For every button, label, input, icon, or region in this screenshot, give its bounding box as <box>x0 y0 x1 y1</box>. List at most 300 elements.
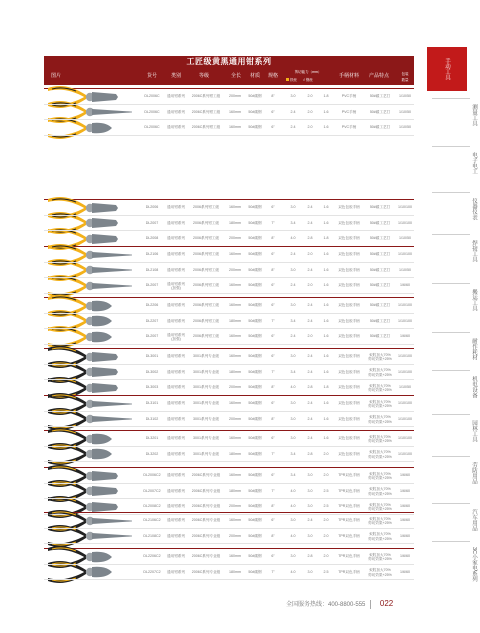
product-group <box>44 512 414 543</box>
cell-handle: TPR双色手柄 <box>338 488 360 493</box>
cell-feature: 蚁腔加大70% 剪切效果+25% <box>368 415 392 424</box>
cell-c2: 2.0 <box>307 125 313 129</box>
side-tab-divider <box>432 192 470 193</box>
side-tab-divider <box>432 332 470 333</box>
page-number: 022 <box>379 599 394 608</box>
cell-code: DL2007 <box>145 283 159 287</box>
cell-handle: 双色包胶手柄 <box>338 416 360 421</box>
cell-mat: 50#碳钢 <box>248 220 262 225</box>
cell-code: DL2108C2 <box>143 533 161 538</box>
cell-handle: 双色包胶手柄 <box>338 436 360 440</box>
cell-spec: 8" <box>271 236 275 240</box>
cell-spec: 6" <box>271 401 275 405</box>
cell-c2: 2.4 <box>307 220 313 225</box>
side-tab-divider <box>432 370 470 371</box>
cell-mat: 50#碳钢 <box>248 303 262 307</box>
cell-code: DL2008C2 <box>143 504 161 508</box>
cell-spec: 6" <box>271 354 275 358</box>
cell-feature: 50#碳工艺打 <box>369 283 391 287</box>
side-tab-divider <box>432 283 470 284</box>
cell-code: DL2106 <box>145 252 159 256</box>
cell-cat: 通用钳系列 <box>167 369 185 374</box>
table-row <box>44 431 414 447</box>
cell-c3: 2.0 <box>323 451 329 456</box>
cell-c3: 2.5 <box>323 569 329 574</box>
cell-cat: 通用钳系列 (加强) <box>167 332 185 341</box>
cell-grade: 2006C系列专业级 <box>191 569 221 574</box>
cell-c3: 1.6 <box>323 267 329 272</box>
cell-c3: 1.6 <box>323 318 329 323</box>
header-pack-b: 数量 <box>401 78 409 82</box>
cell-grade: 3001系列专业级 <box>193 354 219 358</box>
cell-c1: 3.4 <box>290 318 296 323</box>
cell-c1: 3.4 <box>290 220 296 225</box>
cell-code: DL3202 <box>145 451 159 456</box>
cell-len: 200mm <box>229 416 241 421</box>
header-category: 类别 <box>170 73 181 79</box>
cell-code: DL2207 <box>145 318 159 323</box>
side-tab[interactable]: 耐作耗材 <box>471 338 477 360</box>
cell-code: DL2108 <box>145 267 159 272</box>
cell-pack: 1/10/100 <box>398 205 412 209</box>
side-tab[interactable]: 电子电工 <box>471 152 477 174</box>
cell-pack: 1/10/100 <box>398 354 412 358</box>
cell-handle: 双色包胶手柄 <box>338 354 360 358</box>
cell-grade: 2006系列钳工级 <box>193 303 219 307</box>
header-cut-c <box>320 76 334 84</box>
cell-cat: 通用钳系列 <box>167 473 185 477</box>
cell-cat: 通用钳系列 <box>167 569 185 574</box>
cell-feature: 蚁腔加大70% 剪切效果+25% <box>368 450 392 459</box>
cell-cat: 通用钳系列 <box>167 303 185 307</box>
cell-pack: 1/6/60 <box>400 473 410 477</box>
cell-cat: 通用钳系列 <box>167 236 185 240</box>
product-group <box>44 297 414 344</box>
cell-handle: PVC手柄 <box>341 125 357 129</box>
table-row <box>44 298 414 314</box>
cell-pack: 1/10/50 <box>399 236 411 240</box>
cell-pack: 1/10/100 <box>398 220 412 225</box>
cell-c2: 2.4 <box>307 518 313 522</box>
cell-pack: 1/10/100 <box>398 369 412 374</box>
cell-c1: 3.0 <box>290 416 296 421</box>
side-tab[interactable]: 园林工具 <box>471 420 477 442</box>
cell-pack: 1/10/100 <box>398 303 412 307</box>
cell-feature: 蚁腔加大70% 剪切效果+25% <box>368 383 392 392</box>
cell-handle: 双色包胶手柄 <box>338 252 360 256</box>
cell-handle: TPR双色手柄 <box>338 518 360 522</box>
cell-len: 200mm <box>229 504 241 508</box>
cell-cat: 通用钳系列 <box>167 436 185 440</box>
product-group <box>44 88 414 135</box>
table-row <box>44 263 414 279</box>
cell-c1: 4.0 <box>290 385 296 389</box>
header-cut-a: 铁丝 <box>286 76 302 84</box>
cell-handle: 双色包胶手柄 <box>338 385 360 389</box>
product-group <box>44 246 414 293</box>
cell-mat: 50#碳钢 <box>248 436 262 440</box>
cell-len: 180mm <box>229 220 241 225</box>
cell-len: 200mm <box>229 236 241 240</box>
header-image: 图片 <box>50 73 61 79</box>
header-spec: 规格 <box>267 73 278 79</box>
cell-pack: 1/10/50 <box>399 267 411 272</box>
cell-c1: 3.0 <box>290 205 296 209</box>
cell-handle: 双色包胶手柄 <box>338 401 360 405</box>
cell-len: 180mm <box>229 569 241 574</box>
cell-len: 160mm <box>229 303 241 307</box>
cell-spec: 6" <box>271 252 275 256</box>
cell-grade: 2006系列钳工级 <box>193 334 219 338</box>
cell-mat: 50#碳钢 <box>248 236 262 240</box>
side-tab[interactable]: 仪器仪表 <box>471 198 477 220</box>
cell-len: 160mm <box>229 518 241 522</box>
cell-code: DL2006C <box>144 125 160 129</box>
cell-spec: 8" <box>271 94 275 98</box>
cell-feature: 蚁腔加大70% 剪切效果+25% <box>368 352 392 361</box>
cell-feature: 50#碳工艺打 <box>369 318 391 323</box>
cell-handle: PVC手柄 <box>341 109 357 114</box>
cell-pack: 1/6/60 <box>400 504 410 508</box>
cell-code: DL2006C <box>144 109 160 114</box>
cell-feature: 蚁腔加大70% 剪切效果+25% <box>368 487 392 496</box>
cell-pack: 1/10/100 <box>398 252 412 256</box>
cell-spec: 7" <box>271 369 275 374</box>
cell-mat: 50#碳钢 <box>248 334 262 338</box>
side-tab-divider <box>432 456 470 457</box>
cell-len: 180mm <box>229 369 241 374</box>
cell-feature: 蚁腔加大70% 剪切效果+25% <box>368 502 392 511</box>
cell-spec: 8" <box>271 385 275 389</box>
cell-pack: 1/10/50 <box>399 385 411 389</box>
cell-c2: 2.8 <box>307 554 313 558</box>
cell-code: DL2007 <box>145 220 159 225</box>
table-row <box>44 247 414 263</box>
cell-pack: 1/10/50 <box>399 94 411 98</box>
cell-handle: TPR双色手柄 <box>338 533 360 538</box>
table-row <box>44 349 414 365</box>
cell-feature: 蚁腔加大70% 剪切效果+25% <box>368 552 392 561</box>
cell-c3: 1.6 <box>323 220 329 225</box>
cell-len: 160mm <box>229 205 241 209</box>
cell-code: DL3001 <box>145 354 159 358</box>
side-tab[interactable]: 机电设备 <box>471 376 477 398</box>
cell-feature: 50#碳工艺打 <box>369 267 391 272</box>
cell-c2: 2.4 <box>307 416 313 421</box>
cell-c3: 2.5 <box>323 488 329 493</box>
cell-c3: 1.6 <box>323 205 329 209</box>
header-material: 材质 <box>249 73 260 79</box>
table-row <box>44 89 414 105</box>
cell-pack: 1/6/60 <box>400 554 410 558</box>
service-hotline: 全国服务热线：400-8800-555 <box>286 602 366 608</box>
cell-mat: 50#碳钢 <box>248 283 262 287</box>
cell-spec: 6" <box>271 283 275 287</box>
cell-mat: 50#碳钢 <box>248 488 262 493</box>
header-pack-a: 包装 <box>401 72 409 76</box>
side-tab-divider <box>432 234 470 235</box>
side-tab[interactable]: 劳防用品 <box>471 462 477 484</box>
cell-c2: 3.0 <box>307 488 313 493</box>
cell-cat: 通用钳系列 <box>167 533 185 538</box>
cell-feature: 蚁腔加大70% 剪切效果+25% <box>368 568 392 577</box>
cell-mat: 50#碳钢 <box>248 473 262 477</box>
cell-handle: 双色包胶手柄 <box>338 236 360 240</box>
cell-mat: 50#碳钢 <box>248 109 262 114</box>
cell-c1: 2.4 <box>290 252 296 256</box>
cell-len: 160mm <box>229 109 241 114</box>
cell-grade: 2006系列钳工级 <box>193 220 219 225</box>
cell-pack: 1/6/60 <box>400 533 410 538</box>
cell-feature: 50#碳工艺打 <box>369 205 391 209</box>
cell-grade: 3001系列专业级 <box>193 436 219 440</box>
cell-mat: 50#碳钢 <box>248 354 262 358</box>
cell-mat: 50#碳钢 <box>248 94 262 98</box>
cell-grade: 2006C系列专业级 <box>191 533 221 538</box>
cell-spec: 7" <box>271 569 275 574</box>
cell-pack: 1/10/100 <box>398 318 412 323</box>
cell-code: DL2006C2 <box>143 473 161 477</box>
cell-len: 200mm <box>229 385 241 389</box>
side-tab[interactable]: 焊接工具 <box>471 240 477 262</box>
cell-len: 160mm <box>229 334 241 338</box>
cell-len: 160mm <box>229 436 241 440</box>
cell-handle: 双色包胶手柄 <box>338 318 360 323</box>
cell-len: 200mm <box>229 267 241 272</box>
cell-handle: 双色包胶手柄 <box>338 205 360 209</box>
cell-cat: 通用钳系列 <box>167 125 185 129</box>
cell-code: DL2206C2 <box>143 554 161 558</box>
table-row <box>44 468 414 484</box>
cell-cat: 通用钳系列 <box>167 385 185 389</box>
side-tab-divider <box>432 414 470 415</box>
cell-c3: 1.6 <box>323 369 329 374</box>
cell-mat: 50#碳钢 <box>248 125 262 129</box>
cell-spec: 6" <box>271 518 275 522</box>
cell-code: DL3101 <box>145 401 159 405</box>
cell-code: DL3201 <box>145 436 159 440</box>
title-bar <box>44 56 414 67</box>
side-tab-divider <box>432 503 470 504</box>
cell-len: 180mm <box>229 318 241 323</box>
side-tab[interactable]: 汽车用品 <box>471 509 477 531</box>
side-tab[interactable]: 测量工具 <box>471 104 477 126</box>
cell-c2: 2.8 <box>307 451 313 456</box>
cell-mat: 50#碳钢 <box>248 252 262 256</box>
cell-pack: 1/6/60 <box>400 334 410 338</box>
cell-cat: 通用钳系列 <box>167 518 185 522</box>
side-tab-divider <box>432 541 470 542</box>
cell-c3: 1.6 <box>323 436 329 440</box>
header-code: 货号 <box>146 73 157 79</box>
cell-code: DL2008 <box>145 236 159 240</box>
side-tab-divider <box>432 98 470 99</box>
cell-pack: 1/10/100 <box>398 451 412 456</box>
cell-feature: 蚁腔加大70% 剪切效果+25% <box>368 471 392 480</box>
cell-cat: 通用钳系列 <box>167 488 185 493</box>
cell-c1: 2.4 <box>290 125 296 129</box>
cell-len: 160mm <box>229 283 241 287</box>
cell-handle: 双色包胶手柄 <box>338 220 360 225</box>
cell-len: 200mm <box>229 533 241 538</box>
cell-spec: 6" <box>271 303 275 307</box>
cell-len: 160mm <box>229 554 241 558</box>
cell-handle: 双色包胶手柄 <box>338 283 360 287</box>
cell-c2: 2.4 <box>307 354 313 358</box>
cell-mat: 50#碳钢 <box>248 518 262 522</box>
cell-c3: 1.6 <box>323 354 329 358</box>
cell-c1: 3.0 <box>290 94 296 98</box>
cell-c2: 2.4 <box>307 318 313 323</box>
cell-c1: 3.0 <box>290 554 296 558</box>
cell-cat: 通用钳系列 <box>167 451 185 456</box>
cell-spec: 7" <box>271 451 275 456</box>
cell-mat: 50#碳钢 <box>248 569 262 574</box>
table-row <box>44 513 414 529</box>
cell-cat: 通用钳系列 <box>167 554 185 558</box>
cell-c3: 2.0 <box>323 554 329 558</box>
cell-handle: 双色包胶手柄 <box>338 334 360 338</box>
cell-handle: 双色包胶手柄 <box>338 369 360 374</box>
cell-handle: TPR双色手柄 <box>338 504 360 508</box>
product-group <box>44 199 414 246</box>
cell-code: DL3002 <box>145 369 159 374</box>
cell-handle: TPR双色手柄 <box>338 569 360 574</box>
cell-feature: 50#碳工艺打 <box>369 236 391 240</box>
cell-spec: 6" <box>271 473 275 477</box>
cell-grade: 2006系列钳工级 <box>193 205 219 209</box>
cell-c1: 4.0 <box>290 504 296 508</box>
table-row <box>44 105 414 121</box>
cell-pack: 1/10/100 <box>398 436 412 440</box>
cell-c3: 1.6 <box>323 401 329 405</box>
cell-c1: 4.0 <box>290 488 296 493</box>
side-tab[interactable]: 手动工具 <box>427 47 467 91</box>
cell-grade: 2006C系列钳工级 <box>191 125 221 129</box>
table-row <box>44 484 414 500</box>
header-feature: 产品特点 <box>368 73 389 79</box>
cell-handle: TPR双色手柄 <box>338 473 360 477</box>
table-row <box>44 447 414 463</box>
cell-feature: 50#碳工艺打 <box>369 252 391 256</box>
table-row <box>44 565 414 581</box>
cell-grade: 2006C系列钳工级 <box>191 109 221 114</box>
cell-code: DL2206 <box>145 303 159 307</box>
cell-feature: 50#碳工艺打 <box>369 303 391 307</box>
cell-c2: 2.0 <box>307 283 313 287</box>
side-tab[interactable]: 搬运工具 <box>471 289 477 311</box>
cell-mat: 50#碳钢 <box>248 205 262 209</box>
cell-mat: 50#碳钢 <box>248 385 262 389</box>
cell-feature: 50#碳工艺打 <box>369 109 391 114</box>
cell-c2: 3.0 <box>307 473 313 477</box>
cell-spec: 6" <box>271 109 275 114</box>
table-row <box>44 314 414 330</box>
cell-cat: 通用钳系列 <box>167 401 185 405</box>
cell-c3: 1.8 <box>323 385 329 389</box>
cell-feature: 50#碳工艺打 <box>369 125 391 129</box>
cell-c1: 4.0 <box>290 569 296 574</box>
cell-len: 160mm <box>229 125 241 129</box>
cell-feature: 蚁腔加大70% 剪切效果+25% <box>368 532 392 541</box>
cell-cat: 通用钳系列 <box>167 220 185 225</box>
cell-cat: 通用钳系列 <box>167 94 185 98</box>
cell-grade: 2006C系列专业级 <box>191 554 221 558</box>
cell-grade: 3001系列专业级 <box>193 385 219 389</box>
cell-pack: 1/10/50 <box>399 109 411 114</box>
cell-handle: 双色包胶手柄 <box>338 451 360 456</box>
cell-c3: 1.6 <box>323 252 329 256</box>
cell-spec: 6" <box>271 334 275 338</box>
side-tab[interactable]: 3C小家电系列 <box>471 547 477 582</box>
cell-len: 160mm <box>229 401 241 405</box>
cell-c3: 1.8 <box>323 236 329 240</box>
cell-c2: 2.0 <box>307 334 313 338</box>
cell-grade: 2006C系列钳工级 <box>191 94 221 98</box>
cell-handle: PVC手柄 <box>341 94 357 98</box>
cell-c3: 1.6 <box>323 334 329 338</box>
cell-c3: 1.6 <box>323 416 329 421</box>
cell-handle: TPR双色手柄 <box>338 554 360 558</box>
cell-grade: 2006C系列专业级 <box>191 518 221 522</box>
cell-feature: 50#碳工艺打 <box>369 94 391 98</box>
cell-grade: 2006系列钳工级 <box>193 236 219 240</box>
cell-c1: 2.4 <box>290 109 296 114</box>
cell-spec: 6" <box>271 125 275 129</box>
cell-c2: 2.8 <box>307 236 313 240</box>
product-group <box>44 430 414 461</box>
cell-feature: 50#碳工艺打 <box>369 334 391 338</box>
product-group <box>44 348 414 395</box>
cell-c1: 3.0 <box>290 518 296 522</box>
cell-grade: 2006C系列专业级 <box>191 504 221 508</box>
cell-code: DL2006 <box>145 205 159 209</box>
cell-mat: 50#碳钢 <box>248 554 262 558</box>
cell-grade: 2006C系列专业级 <box>191 473 221 477</box>
cell-grade: 2006系列钳工级 <box>193 267 219 272</box>
cell-code: DL2106C2 <box>143 518 161 522</box>
cell-c3: 2.0 <box>323 473 329 477</box>
cell-pack: 1/10/100 <box>398 416 412 421</box>
cell-code: DL3102 <box>145 416 159 421</box>
table-row <box>44 216 414 232</box>
cell-mat: 50#碳钢 <box>248 401 262 405</box>
cell-c1: 2.4 <box>290 283 296 287</box>
cell-code: DL2007 <box>145 334 159 338</box>
cell-c2: 2.4 <box>307 401 313 405</box>
header-grade: 等级 <box>198 73 209 79</box>
cell-mat: 50#碳钢 <box>248 369 262 374</box>
cell-spec: 7" <box>271 318 275 323</box>
cell-grade: 2006系列钳工级 <box>193 252 219 256</box>
cell-mat: 50#碳钢 <box>248 267 262 272</box>
cell-c1: 3.4 <box>290 451 296 456</box>
cell-c3: 1.6 <box>323 109 329 114</box>
cell-code: DL2006C <box>144 94 160 98</box>
cell-grade: 3001系列专业级 <box>193 369 219 374</box>
cell-feature: 50#碳工艺打 <box>369 220 391 225</box>
cell-pack: 1/10/50 <box>399 125 411 129</box>
cell-grade: 3001系列专业级 <box>193 416 219 421</box>
cell-spec: 8" <box>271 416 275 421</box>
cell-c3: 1.6 <box>323 303 329 307</box>
cell-cat: 通用钳系列 <box>167 318 185 323</box>
cell-c1: 3.0 <box>290 401 296 405</box>
header-cut-b: √ 钢丝 <box>303 78 313 82</box>
cell-spec: 7" <box>271 488 275 493</box>
cell-grade: 3001系列专业级 <box>193 401 219 405</box>
cell-spec: 6" <box>271 205 275 209</box>
